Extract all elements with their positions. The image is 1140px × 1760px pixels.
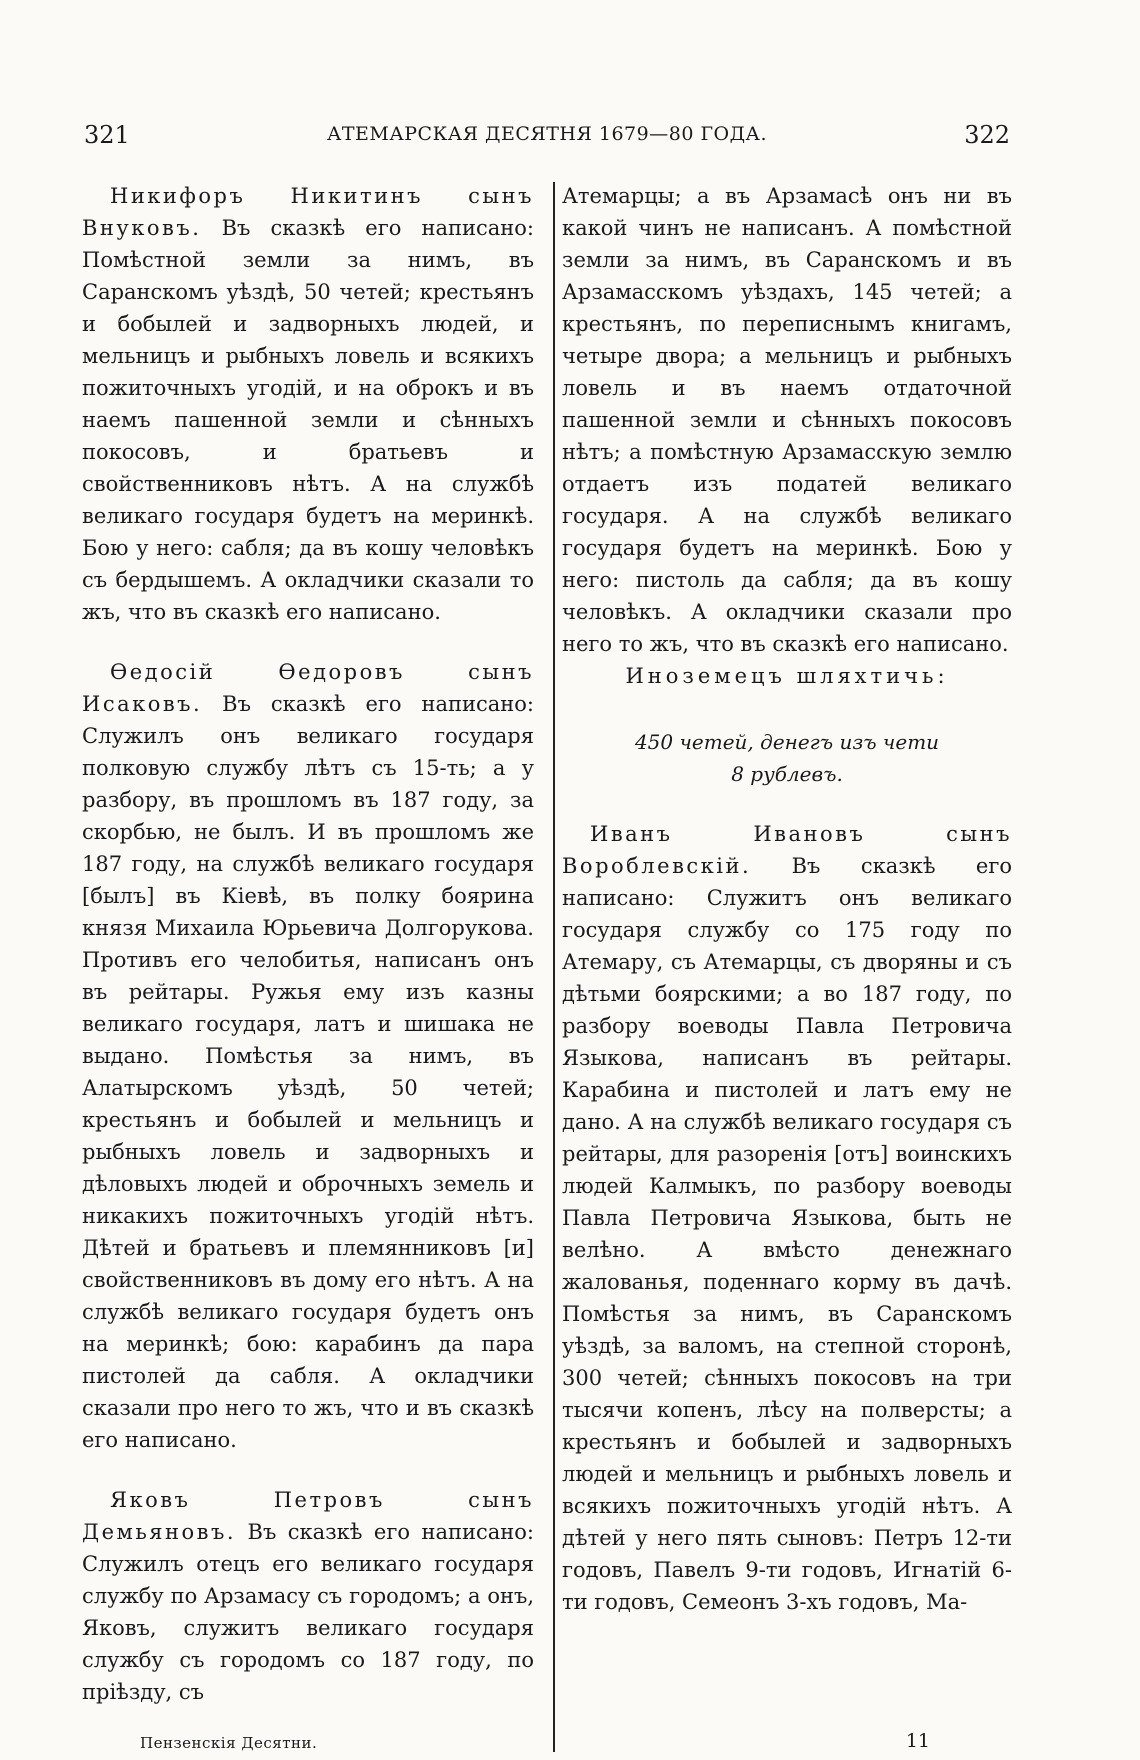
signature-mark: 11 [905,1730,930,1752]
left-column [82,180,534,1708]
entry-text: Въ сказкѣ его написано: Служилъ отецъ его великаго государя службу по Арзамасу съ городомъ; а онъ, Яковъ, служитъ великаго государя службу съ городомъ со 187 году, по пріѣзду, съ [82,1520,534,1704]
entry-text: Въ сказкѣ его написано: Помѣстной земли за нимъ, въ Саранскомъ уѣздѣ, 50 четей; крестьянъ и бобылей и задворныхъ людей, и мельницъ и рыбныхъ ловель и всякихъ пожиточныхъ угодій, и на оброкъ и въ наемъ пашенной земли и сѣнныхъ покосовъ, и братьевъ и свойственниковъ нѣтъ. А на службѣ великаго государя будетъ на меринкѣ. Бою у него: сабля; да въ кошу человѣкъ съ бердышемъ. А окладчики сказали то жъ, что въ сказкѣ его написано. [82,216,534,624]
entry-name: Иванъ Ивановъ сынъ Вороблевскій. [562,822,1012,878]
entry-vnukov [82,180,534,628]
allotment-line: 450 четей, денегъ изъ чети [634,730,940,754]
right-column [562,180,1012,1618]
running-header [84,121,1010,155]
continuation-text: Атемарцы; а въ Арзамасѣ онъ ни въ какой чинъ не написанъ. А помѣстной земли за нимъ, въ Саранскомъ и въ Арзамасскомъ уѣздахъ, 145 четей; а крестьянъ, по переписнымъ книгамъ, четыре двора; а мельницъ и рыбныхъ ловель и въ наемъ отдаточной пашенной земли и сѣнныхъ покосовъ нѣтъ; а помѣстную Арзамасскую землю отдаетъ изъ податей великаго государя. А на службѣ великаго государя будетъ на меринкѣ. Бою у него: пистоль да сабля; да въ кошу человѣкъ. А окладчики сказали про него то жъ, что въ сказкѣ его написано. [562,184,1012,656]
column-divider [553,182,555,1752]
entry-name: Яковъ Петровъ сынъ Демьяновъ. [82,1488,534,1544]
entry-name: Ѳедосій Ѳедоровъ сынъ Исаковъ. [82,660,534,716]
allotment-note [562,726,1012,790]
allotment-line: 8 рублевъ. [731,762,843,786]
page-number-left: 321 [84,121,130,149]
page-footer [140,1730,970,1760]
entry-text: Въ сказкѣ его написано: Служитъ онъ великаго государя службу со 175 году по Атемару, съ Атемарцы, съ дворяны и съ дѣтьми боярскими; а во 187 году, по разбору воеводы Павла Петровича Языкова, написанъ въ рейтары. Карабина и пистолей и латъ ему не дано. А на службѣ великаго государя съ рейтары, для разоренія [отъ] воинскихъ людей Калмыкъ, по разбору воеводы Павла Петровича Языкова, быть не велѣно. А вмѣсто денежнаго жалованья, поденнаго корму въ дачѣ. Помѣстья за нимъ, въ Саранскомъ уѣздѣ, за валомъ, на степной сторонѣ, 300 четей; сѣнныхъ покосовъ на три тысячи копенъ, лѣсу на полверсты; а крестьянъ и бобылей и задворныхъ людей и мельницъ и рыбныхъ ловель и всякихъ пожиточныхъ угодій нѣтъ. А дѣтей у него пять сыновъ: Петръ 12-ти годовъ, Павелъ 9-ти годовъ, Игнатій 6-ти годовъ, Семеонъ 3-хъ годовъ, Ма- [562,854,1012,1614]
page-number-right: 322 [964,121,1010,149]
entry-text: Въ сказкѣ его написано: Служилъ онъ великаго государя полковую службу лѣтъ съ 15-ть; а у разбору, въ прошломъ въ 187 году, за скорбью, не былъ. И въ прошломъ же 187 году, на службѣ великаго государя [былъ] въ Кіевѣ, въ полку боярина князя Михаила Юрьевича Долгорукова. Противъ его челобитья, написанъ онъ въ рейтары. Ружья ему изъ казны великаго государя, латъ и шишака не выдано. Помѣстья за нимъ, въ Алатырскомъ уѣздѣ, 50 четей; крестьянъ и бобылей и мельницъ и рыбныхъ ловель и задворныхъ и дѣловыхъ людей и оброчныхъ земель и никакихъ пожиточныхъ угодій нѣтъ. Дѣтей и братьевъ и племянниковъ [и] свойственниковъ въ дому его нѣтъ. А на службѣ великаго государя будетъ онъ на меринкѣ; бою: карабинъ да пара пистолей да сабля. А окладчики сказали про него то жъ, что и въ сказкѣ его написано. [82,692,534,1452]
running-title: АТЕМАРСКАЯ ДЕСЯТНЯ 1679—80 ГОДА. [326,123,767,145]
entry-vorоblevsky [562,818,1012,1618]
source-title: Пензенскія Десятни. [140,1734,318,1752]
entry-demyanov [82,1484,534,1708]
section-heading: Иноземецъ шляхтичь: [625,664,949,688]
entry-isakov [82,656,534,1456]
entry-name: Никифоръ Никитинъ сынъ Внуковъ. [82,184,534,240]
